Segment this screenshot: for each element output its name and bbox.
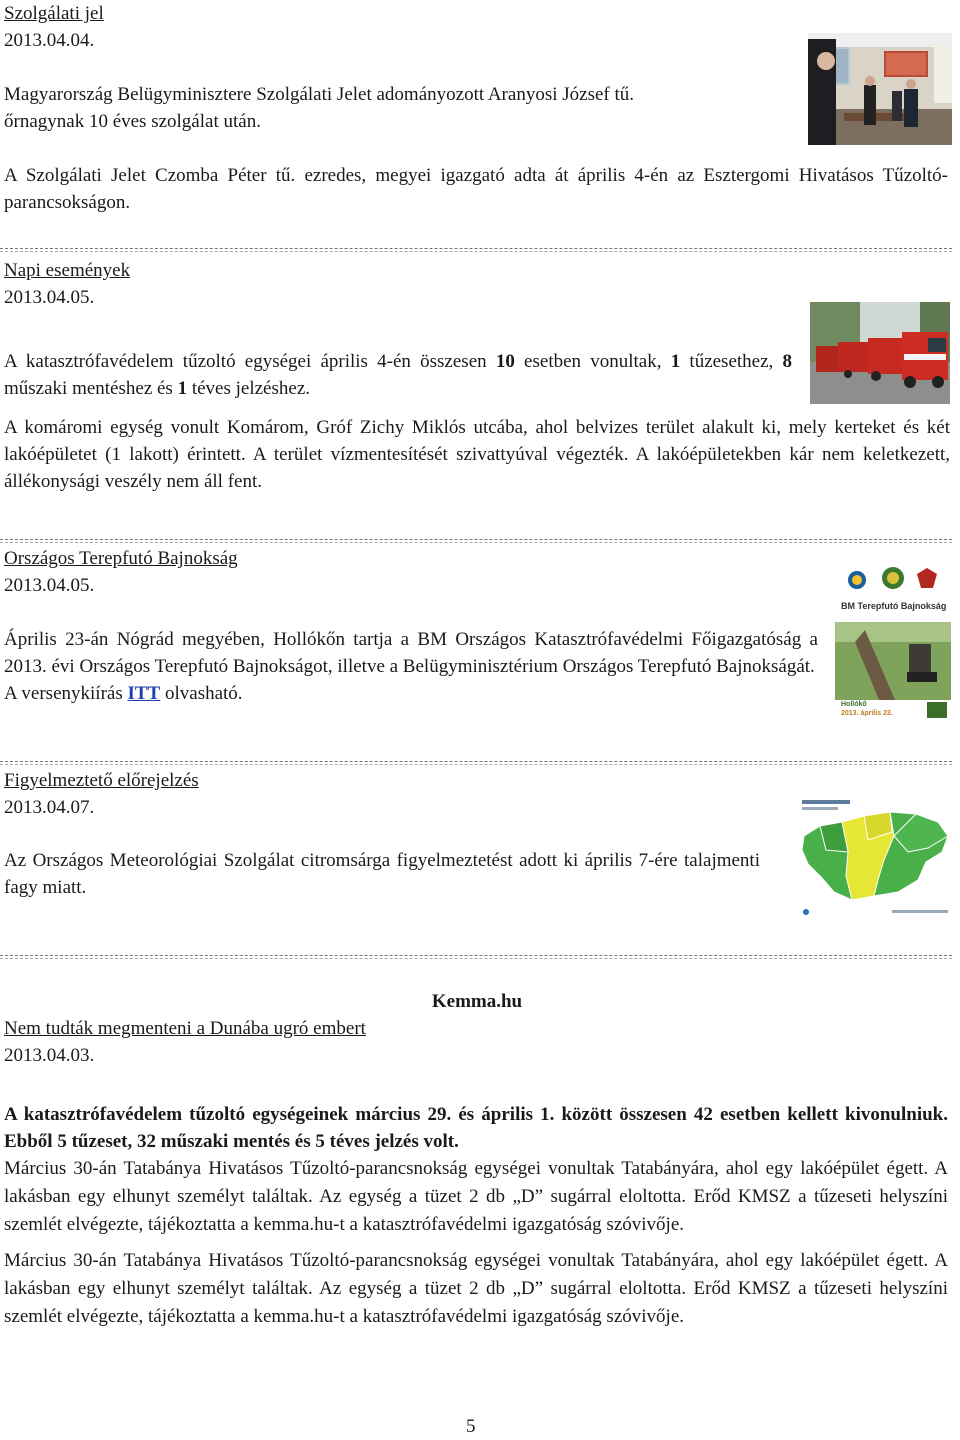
section-title[interactable]: Országos Terepfutó Bajnokság (4, 548, 238, 569)
itt-link[interactable]: ITT (127, 683, 161, 704)
article-date: 2013.04.03. (4, 1045, 95, 1066)
paragraph: Március 30-án Tatabánya Hivatásos Tűzoltó-parancsnokság egységei vonultak Tatabányára, ahol egy lakóépület égett. A lakásban egy elhunyt személyt találtak. Az egység a tüzet 2 db „D” sugárral eloltotta. Erőd KMSZ a tűzeseti helyszíni szemlét elvégezte, tájékoztatta a kemma.hu-t a katasztrófavédelmi igazgatóság szóvivője. (4, 1250, 948, 1327)
section-title[interactable]: Szolgálati jel (4, 3, 104, 24)
page-number: 5 (466, 1416, 476, 1437)
paragraph: A versenykiírás ITT olvasható. (4, 683, 243, 704)
poster-place: Hollókő (841, 701, 867, 708)
section-divider (0, 539, 952, 540)
section-date: 2013.04.05. (4, 575, 95, 596)
section-divider (0, 248, 952, 249)
terepfuto-poster (835, 560, 951, 724)
section-terepfuto (4, 545, 824, 707)
paragraph-line: Magyarország Belügyminisztere Szolgálati Jelet adományozott Aranyosi József tű. (4, 84, 634, 105)
section-napi-esemenyek (4, 257, 950, 495)
section-title[interactable]: Napi események (4, 260, 131, 281)
paragraph: Március 30-án Tatabánya Hivatásos Tűzoltó-parancsnokság egységei vonultak Tatabányára, ahol egy lakóépület égett. A lakásban egy elhunyt személyt találtak. Az egység a tüzet 2 db „D” sugárral eloltotta. Erőd KMSZ a tűzeseti helyszíni szemlét elvégezte, tájékoztatta a kemma.hu-t a katasztrófavédelmi igazgatóság szóvivője. (4, 1158, 948, 1235)
source-label: Kemma.hu (431, 991, 523, 1012)
paragraph: A katasztrófavédelem tűzoltó egységei április 4-én összesen 10 esetben vonultak, 1 tűzesethez, 8 műszaki mentéshez és 1 téves jelzéshez. (4, 351, 792, 399)
fire-trucks-photo (810, 302, 950, 404)
paragraph (4, 81, 804, 135)
paragraph: A Szolgálati Jelet Czomba Péter tű. ezredes, megyei igazgató adta át április 4-én az Esztergomi Hivatásos Tűzoltó-parancsokságon. (4, 165, 948, 213)
warning-map (798, 796, 954, 920)
lead-paragraph: A katasztrófavédelem tűzoltó egységeinek március 29. és április 1. között összesen 42 esetben kellett kivonulniuk. Ebből 5 tűzeset, 32 műszaki mentés és 5 téves jelzés volt. (4, 1104, 948, 1152)
section-date: 2013.04.07. (4, 797, 95, 818)
paragraph: Az Országos Meteorológiai Szolgálat citromsárga figyelmeztetést adott ki április 7-ére talajmenti fagy miatt. (4, 850, 760, 898)
section-szolgalati-jel (4, 0, 948, 216)
section-divider (0, 761, 952, 762)
section-kemma (4, 988, 950, 1331)
poster-date: 2013. április 23. (841, 710, 893, 717)
paragraph: Április 23-án Nógrád megyében, Hollókőn tartja a BM Országos Katasztrófavédelmi Főigazgatóság a 2013. évi Országos Terepfutó Bajnokságot, illetve a Belügyminisztérium Országos Terepfutó Bajnokságát. (4, 629, 818, 677)
ceremony-photo (808, 33, 952, 145)
paragraph: A komáromi egység vonult Komárom, Gróf Zichy Miklós utcába, ahol belvizes terület alakult ki, mely kerteket és két lakóépületet (1 lakott) érintett. A terület vízmentesítését szivattyúval végezték. A lakóépületekben kár nem keletkezett, állékonysági veszély nem áll fent. (4, 417, 950, 492)
poster-title: BM Terepfutó Bajnokság (841, 601, 947, 611)
article-title[interactable]: Nem tudták megmenteni a Dunába ugró embert (4, 1018, 366, 1039)
section-divider (0, 955, 952, 956)
section-figyelmezteto (4, 767, 764, 901)
section-title[interactable]: Figyelmeztető előrejelzés (4, 770, 199, 791)
section-date: 2013.04.04. (4, 30, 95, 51)
section-date: 2013.04.05. (4, 287, 95, 308)
paragraph-line: őrnagynak 10 éves szolgálat után. (4, 111, 261, 132)
